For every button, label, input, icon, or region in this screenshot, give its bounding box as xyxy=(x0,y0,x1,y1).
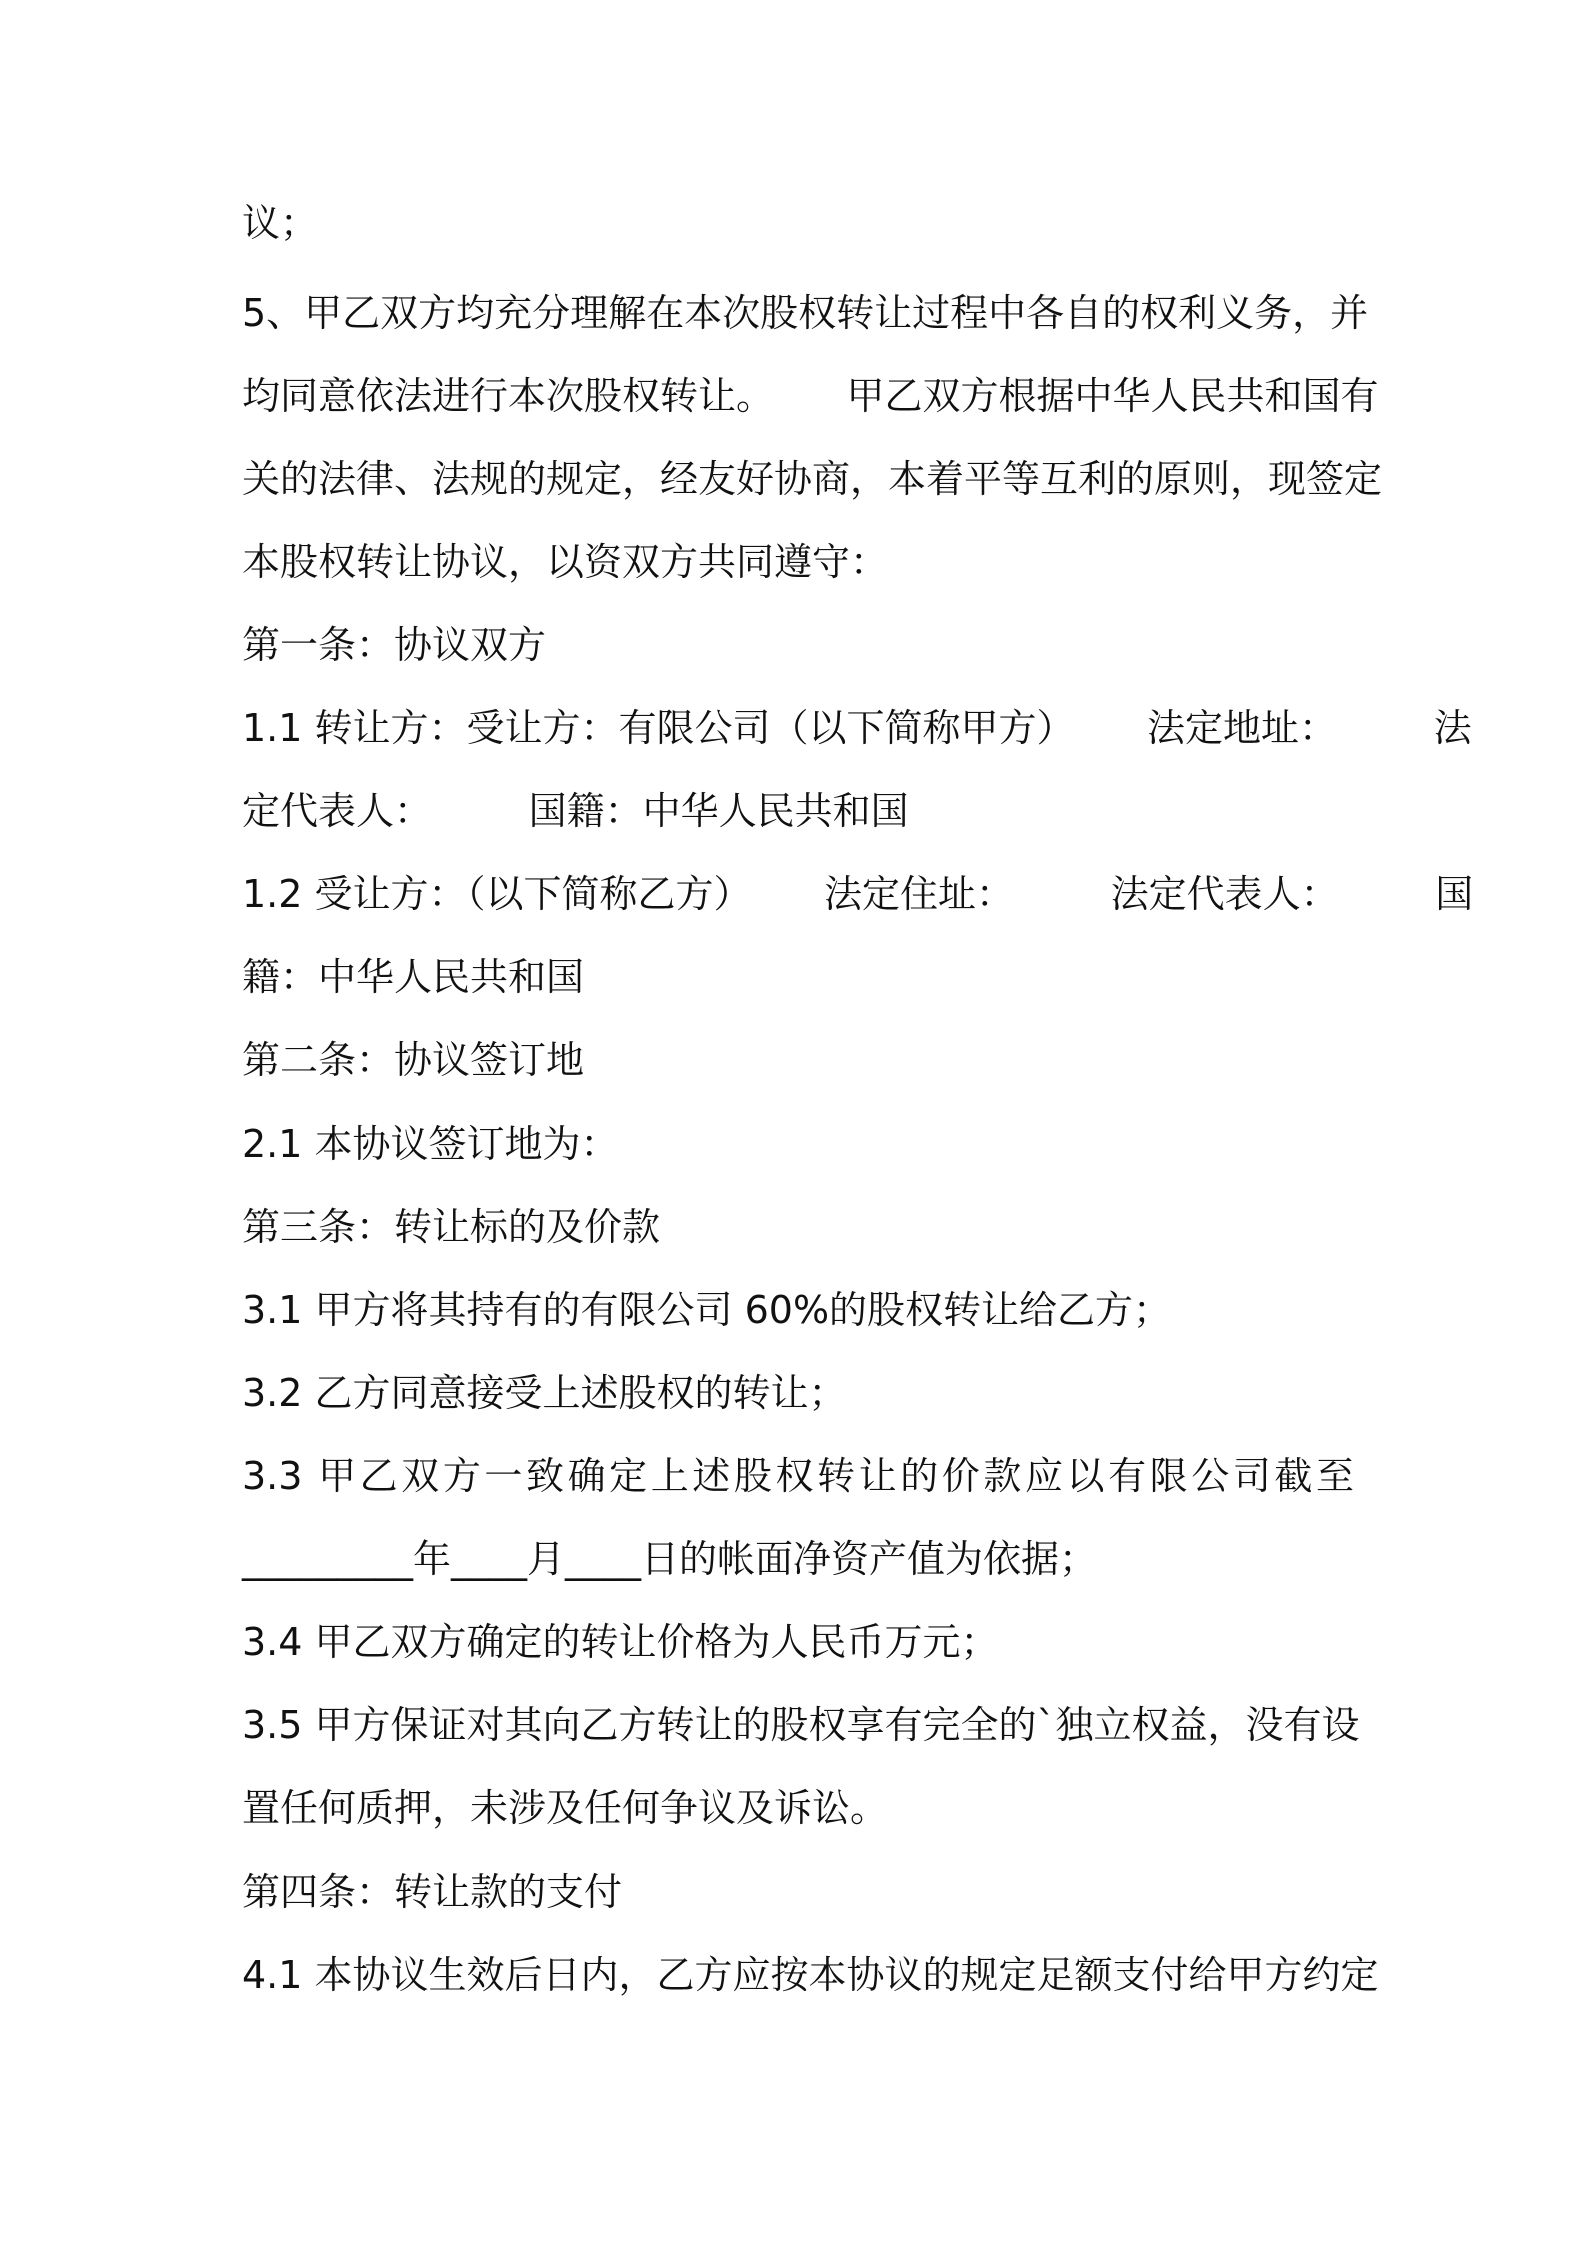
text-line-17: _________年____月____日的帐面净资产值为依据； xyxy=(242,1537,1098,1581)
section-heading-3: 第三条：转让标的及价款 xyxy=(242,1205,661,1249)
text-line-3: 均同意依法进行本次股权转让。 甲乙双方根据中华人民共和国有 xyxy=(242,374,1379,418)
text-line-2: 5、甲乙双方均充分理解在本次股权转让过程中各自的权利义务，并 xyxy=(242,291,1369,335)
text-line-4: 关的法律、法规的规定，经友好协商，本着平等互利的原则，现签定 xyxy=(242,457,1383,501)
text-line-14: 3.1 甲方将其持有的有限公司 60%的股权转让给乙方； xyxy=(242,1288,1172,1332)
text-line-7: 1.1 转让方：受让方：有限公司（以下简称甲方） 法定地址： 法 xyxy=(242,706,1472,750)
text-line-9: 1.2 受让方：（以下简称乙方） 法定住址： 法定代表人： 国 xyxy=(242,872,1474,916)
text-line-18: 3.4 甲乙双方确定的转让价格为人民币万元； xyxy=(242,1620,999,1664)
section-heading-4: 第四条：转让款的支付 xyxy=(242,1870,623,1914)
section-heading-2: 第二条：协议签订地 xyxy=(242,1038,585,1082)
text-line-16: 3.3 甲乙双方一致确定上述股权转让的价款应以有限公司截至 xyxy=(242,1454,1354,1498)
text-line-1: 议； xyxy=(242,201,319,245)
text-line-8: 定代表人： 国籍：中华人民共和国 xyxy=(242,789,909,833)
text-line-15: 3.2 乙方同意接受上述股权的转让； xyxy=(242,1371,847,1415)
text-line-12: 2.1 本协议签订地为： xyxy=(242,1122,619,1166)
text-line-22: 4.1 本协议生效后日内，乙方应按本协议的规定足额支付给甲方约定 xyxy=(242,1953,1379,1997)
section-heading-1: 第一条：协议双方 xyxy=(242,623,547,667)
text-line-20: 置任何质押，未涉及任何争议及诉讼。 xyxy=(242,1786,889,1830)
text-line-19: 3.5 甲方保证对其向乙方转让的股权享有完全的`独立权益，没有设 xyxy=(242,1703,1360,1747)
text-line-5: 本股权转让协议，以资双方共同遵守： xyxy=(242,540,889,584)
text-line-10: 籍：中华人民共和国 xyxy=(242,955,585,999)
